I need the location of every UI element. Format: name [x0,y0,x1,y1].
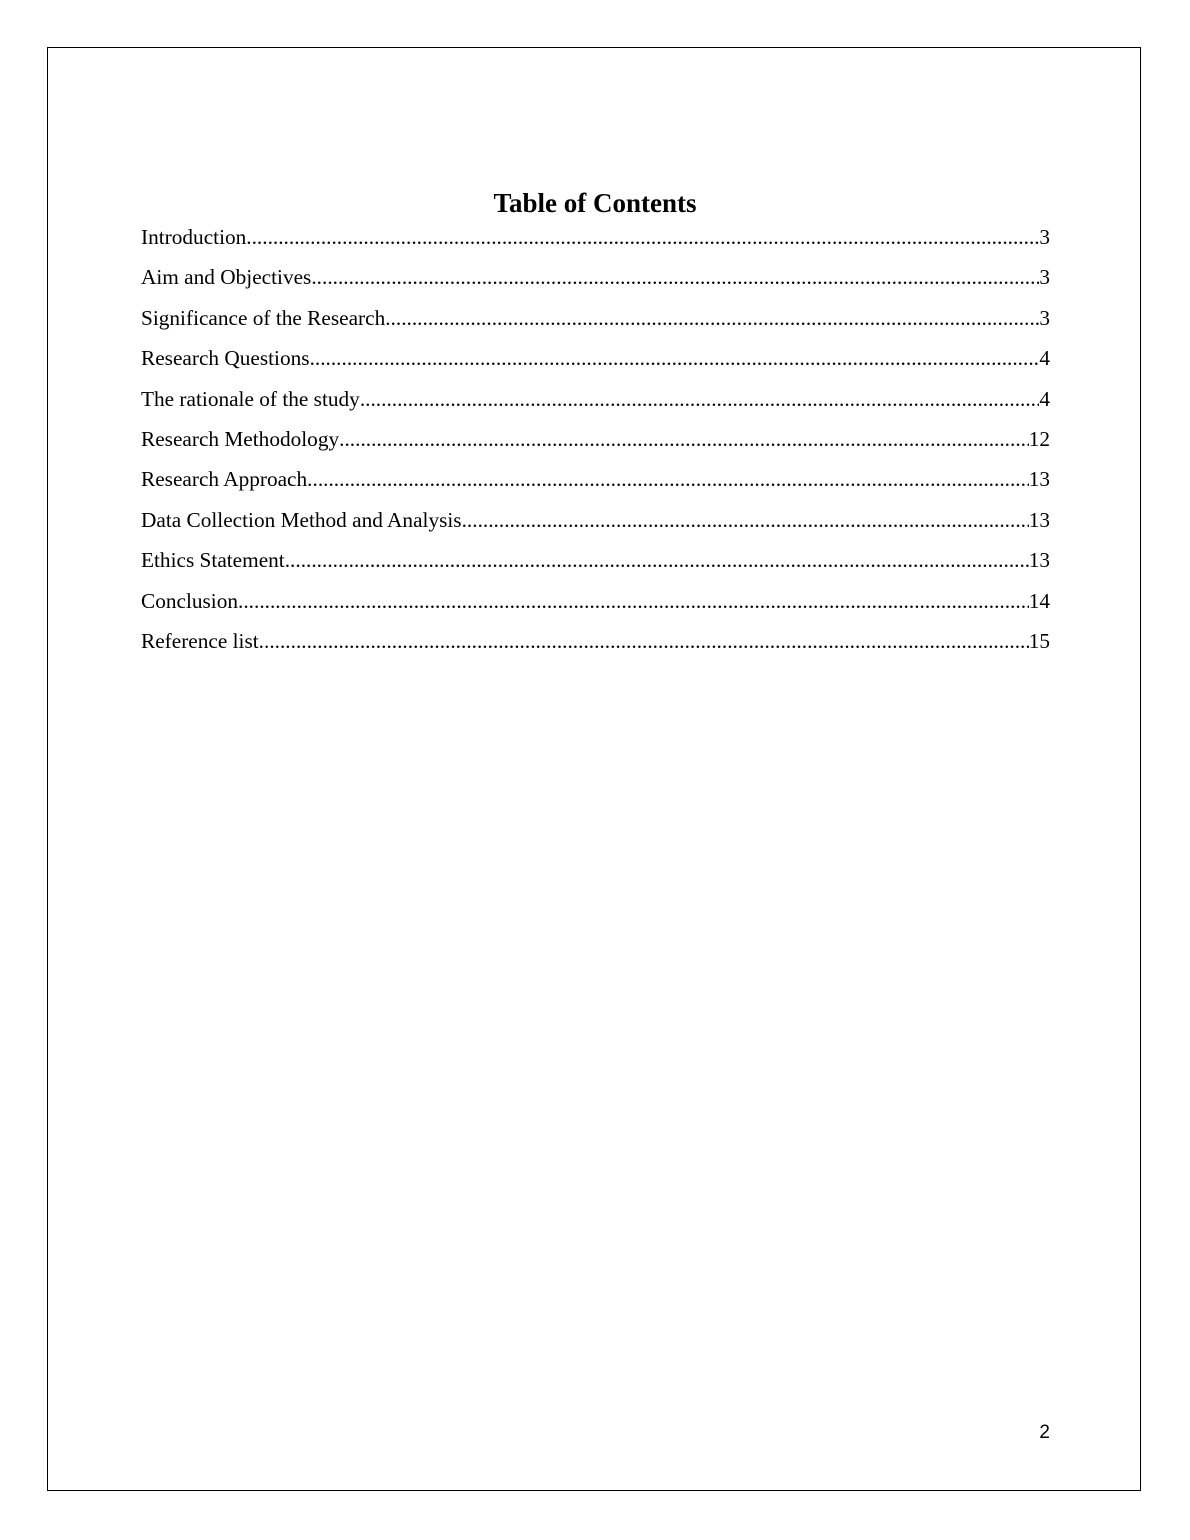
toc-dot-leader [385,302,1039,334]
toc-entry-label: Conclusion [141,588,239,613]
toc-dot-leader [307,463,1029,495]
toc-entry-research-methodology[interactable] [141,423,1050,463]
toc-entry-introduction[interactable] [141,221,1050,261]
toc-entry-label: Data Collection Method and Analysis [141,507,462,532]
toc-entry-page: 3 [1039,225,1050,249]
toc-entry-page: 14 [1028,588,1050,613]
toc-entry-label: Aim and Objectives [141,265,312,290]
toc-entry-label: Research Approach [141,467,308,492]
toc-entry-page: 4 [1039,386,1050,411]
toc-entry-page: 15 [1028,628,1050,653]
toc-dot-leader [311,261,1039,293]
toc-entry-label: Research Methodology [141,426,340,451]
toc-list [141,221,1050,665]
toc-entry-aim-and-objectives[interactable] [141,261,1050,301]
toc-entry-label: Introduction [141,225,247,249]
toc-dot-leader [339,423,1029,455]
toc-entry-rationale[interactable] [141,383,1050,423]
toc-entry-page: 13 [1028,548,1050,573]
toc-entry-label: Ethics Statement [141,548,285,573]
toc-dot-leader [360,383,1040,415]
toc-entry-label: Reference list [141,628,259,653]
toc-entry-data-collection[interactable] [141,504,1050,544]
toc-entry-ethics-statement[interactable] [141,544,1050,584]
toc-entry-page: 12 [1028,426,1050,451]
toc-dot-leader [246,221,1039,253]
toc-title: Table of Contents [493,188,697,218]
toc-entry-page: 4 [1039,346,1050,371]
toc-entry-page: 3 [1039,305,1050,330]
toc-dot-leader [238,585,1029,617]
toc-dot-leader [285,544,1029,576]
toc-dot-leader [259,625,1029,657]
toc-entry-conclusion[interactable] [141,585,1050,625]
toc-entry-significance[interactable] [141,302,1050,342]
toc-entry-label: Significance of the Research [141,305,386,330]
toc-entry-label: Research Questions [141,346,310,371]
toc-entry-research-questions[interactable] [141,342,1050,382]
page-number: 2 [1039,1422,1050,1443]
toc-entry-label: The rationale of the study [141,386,360,411]
toc-entry-page: 13 [1028,467,1050,492]
toc-entry-reference-list[interactable] [141,625,1050,665]
toc-dot-leader [310,342,1040,374]
toc-entry-page: 3 [1039,265,1050,290]
toc-dot-leader [462,504,1029,536]
toc-entry-page: 13 [1028,507,1050,532]
toc-entry-research-approach[interactable] [141,463,1050,503]
